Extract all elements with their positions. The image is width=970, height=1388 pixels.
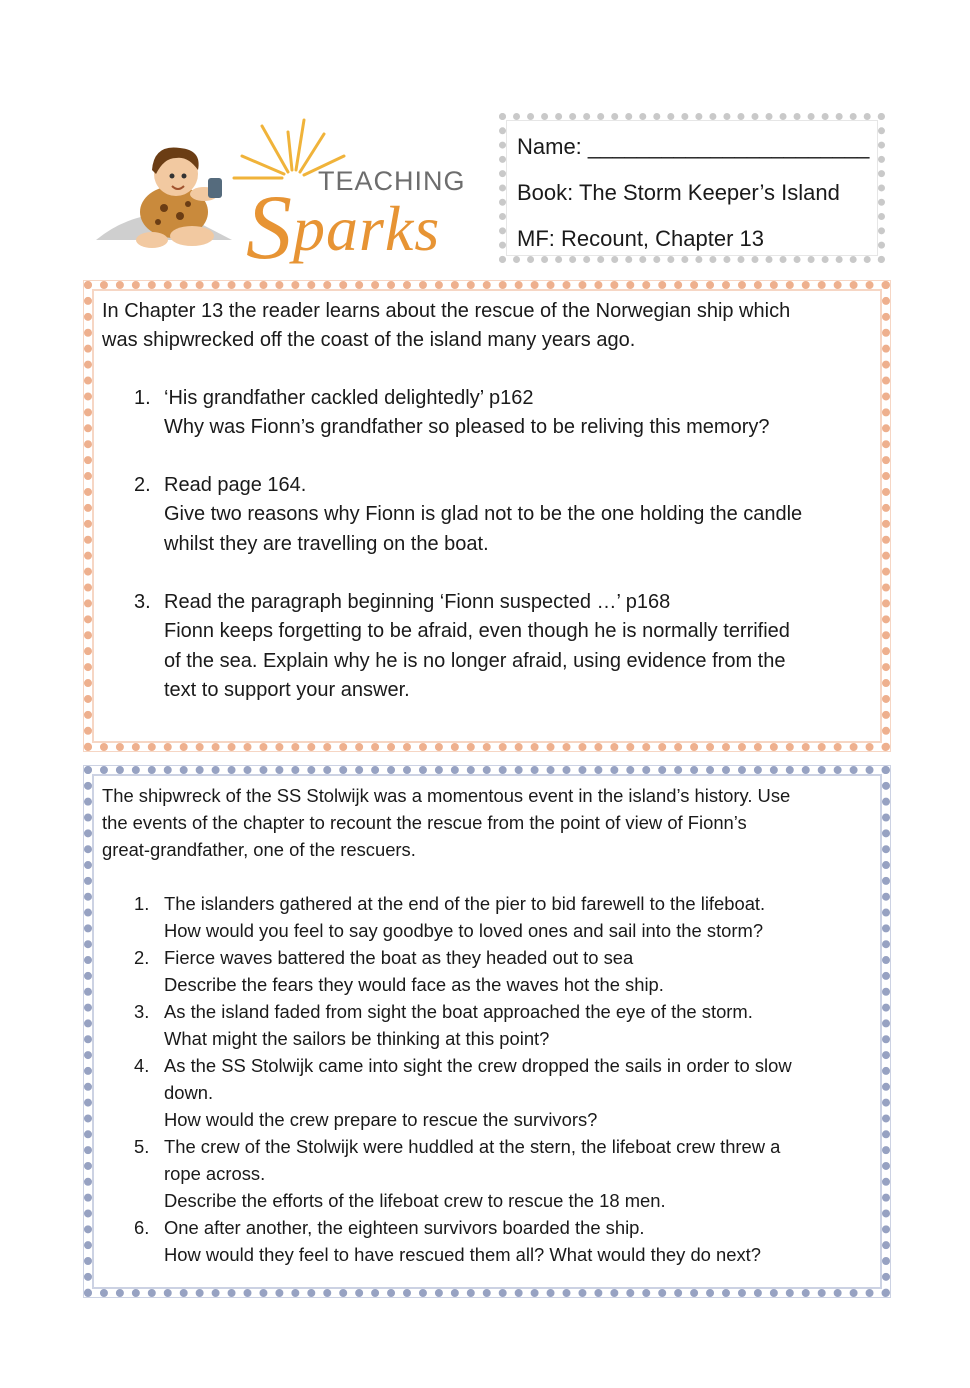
list-item [102, 1052, 882, 1133]
question-number: 5. [134, 1136, 150, 1157]
question-line: How would you feel to say goodbye to loved ones and sail into the storm? [164, 920, 764, 941]
question-number: 6. [134, 1217, 150, 1238]
logo-wordmark-sparks [246, 174, 440, 280]
question-line: Describe the efforts of the lifeboat crew to rescue the 18 men. [164, 1190, 666, 1211]
list-item [102, 998, 882, 1052]
section2-question-list [102, 890, 882, 1268]
question-line: Describe the fears they would face as the waves hot the ship. [164, 974, 664, 995]
book-title-label: Book: The Storm Keeper’s Island [517, 180, 840, 205]
recount-prompts-box [84, 766, 890, 1297]
section2-intro [102, 782, 882, 863]
question-line: Read page 164. [164, 474, 307, 497]
question-line: ‘His grandfather cackled delightedly’ p162 [164, 386, 534, 409]
question-number: 1. [134, 386, 151, 409]
question-number: 3. [134, 1001, 150, 1022]
question-number: 2. [134, 947, 150, 968]
intro-line: great-grandfather, one of the rescuers. [102, 839, 416, 860]
section1-question-list [102, 384, 882, 706]
question-line: One after another, the eighteen survivors boarded the ship. [164, 1217, 645, 1238]
intro-line: In Chapter 13 the reader learns about the rescue of the Norwegian ship which [102, 300, 791, 322]
student-info-box [499, 113, 885, 263]
question-line: What might the sailors be thinking at this point? [164, 1028, 550, 1049]
question-line: of the sea. Explain why he is no longer afraid, using evidence from the [164, 649, 786, 672]
question-line: rope across. [164, 1163, 266, 1184]
question-line: How would the crew prepare to rescue the survivors? [164, 1109, 598, 1130]
teaching-sparks-logo [92, 112, 466, 278]
intro-line: was shipwrecked off the coast of the island many years ago. [102, 329, 636, 352]
question-number: 3. [134, 591, 151, 614]
list-item [102, 944, 882, 998]
intro-line: The shipwreck of the SS Stolwijk was a momentous event in the island’s history. Use [102, 785, 791, 806]
question-line: Give two reasons why Fionn is glad not to be the one holding the candle [164, 503, 803, 526]
question-line: As the island faded from sight the boat approached the eye of the storm. [164, 1001, 753, 1022]
reading-questions-box [84, 281, 890, 751]
question-line: text to support your answer. [164, 678, 410, 701]
list-item [102, 1214, 882, 1268]
question-number: 2. [134, 474, 151, 497]
question-line: Why was Fionn’s grandfather so pleased to be reliving this memory? [164, 415, 770, 438]
question-line: Fierce waves battered the boat as they headed out to sea [164, 947, 634, 968]
question-line: As the SS Stolwijk came into sight the crew dropped the sails in order to slow [164, 1055, 792, 1076]
question-number: 4. [134, 1055, 150, 1076]
question-line: The islanders gathered at the end of the pier to bid farewell to the lifeboat. [164, 893, 766, 914]
question-line: The crew of the Stolwijk were huddled at the stern, the lifeboat crew threw a [164, 1136, 781, 1157]
list-item [102, 471, 882, 559]
list-item [102, 890, 882, 944]
question-line: whilst they are travelling on the boat. [164, 532, 489, 555]
question-line: Fionn keeps forgetting to be afraid, even though he is normally terrified [164, 620, 790, 643]
question-number: 1. [134, 893, 150, 914]
question-line: down. [164, 1082, 214, 1103]
name-field-label: Name: _______________________ [517, 134, 870, 159]
list-item [102, 588, 882, 705]
list-item [102, 384, 882, 443]
logo-wordmark-teaching: TEACHING [318, 166, 466, 196]
question-line: How would they feel to have rescued them all? What would they do next? [164, 1244, 762, 1265]
intro-line: the events of the chapter to recount the rescue from the point of view of Fionn’s [102, 812, 747, 833]
logo-initial: S [246, 176, 293, 278]
list-item [102, 1133, 882, 1214]
section1-intro [102, 297, 882, 356]
logo-wordmark-rest: parks [293, 193, 441, 264]
focus-label: MF: Recount, Chapter 13 [517, 226, 765, 251]
question-line: Read the paragraph beginning ‘Fionn suspected …’ p168 [164, 591, 671, 614]
